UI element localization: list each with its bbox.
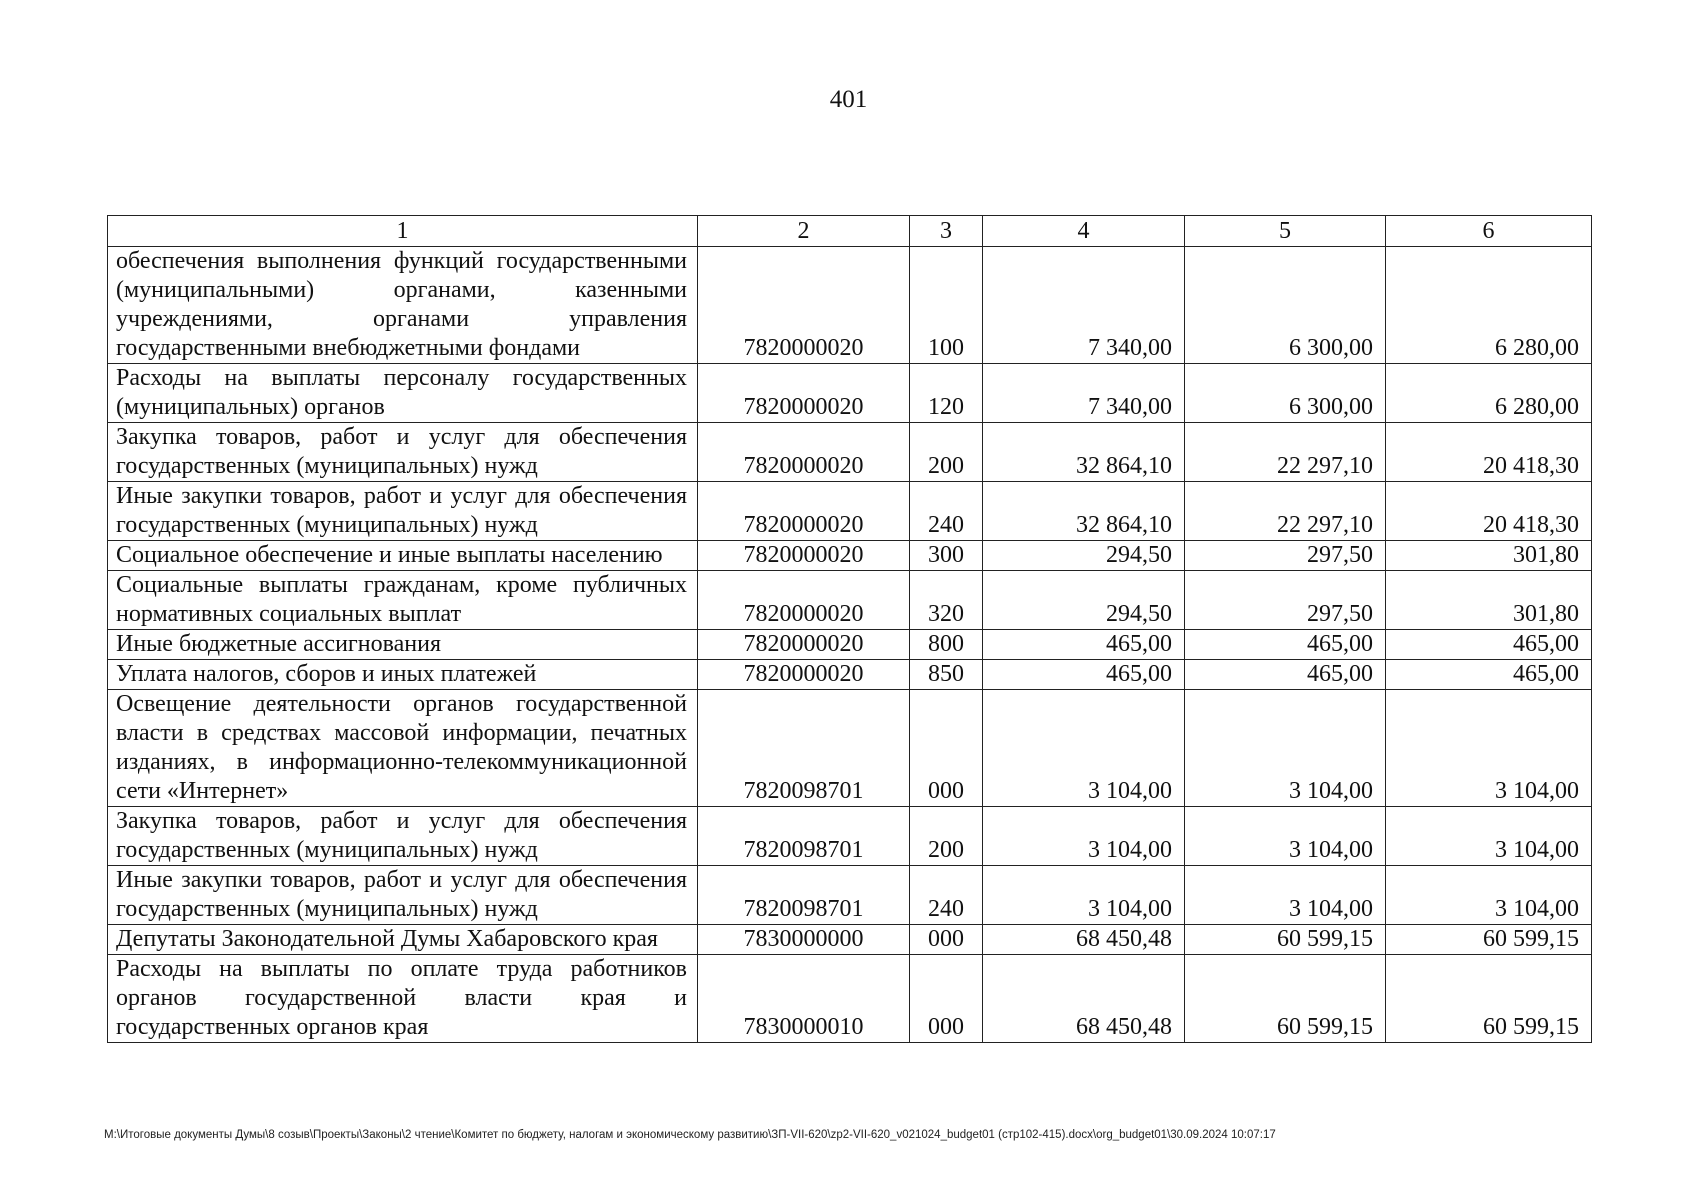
expense-type-code: 320 <box>910 571 983 630</box>
expense-type-code: 200 <box>910 423 983 482</box>
column-number-row <box>108 216 1592 247</box>
amount-col-6: 301,80 <box>1386 541 1592 571</box>
row-name-cell: Иные бюджетные ассигнования <box>108 630 698 660</box>
amount-col-4: 3 104,00 <box>983 807 1185 866</box>
row-name-cell: Закупка товаров, работ и услуг для обеспечения государственных (муниципальных) нужд <box>108 807 698 866</box>
expense-type-code: 240 <box>910 482 983 541</box>
amount-col-6: 60 599,15 <box>1386 955 1592 1043</box>
budget-table <box>107 215 1592 1043</box>
target-article-code: 7820000020 <box>698 247 910 364</box>
amount-col-5: 3 104,00 <box>1185 866 1386 925</box>
target-article-code: 7820000020 <box>698 660 910 690</box>
row-name-cell: обеспечения выполнения функций государственными (муниципальными) органами, казенными учреждениями, органами управления государственными внебюджетными фондами <box>108 247 698 364</box>
table-row <box>108 690 1592 807</box>
amount-col-6: 6 280,00 <box>1386 364 1592 423</box>
target-article-code: 7820000020 <box>698 630 910 660</box>
table-row <box>108 247 1592 364</box>
row-name-cell: Иные закупки товаров, работ и услуг для обеспечения государственных (муниципальных) нужд <box>108 866 698 925</box>
table-row <box>108 807 1592 866</box>
target-article-code: 7830000010 <box>698 955 910 1043</box>
row-name-cell: Социальные выплаты гражданам, кроме публичных нормативных социальных выплат <box>108 571 698 630</box>
row-name-cell: Уплата налогов, сборов и иных платежей <box>108 660 698 690</box>
expense-type-code: 100 <box>910 247 983 364</box>
amount-col-4: 32 864,10 <box>983 482 1185 541</box>
table-row <box>108 660 1592 690</box>
amount-col-5: 6 300,00 <box>1185 364 1386 423</box>
target-article-code: 7820098701 <box>698 690 910 807</box>
amount-col-5: 22 297,10 <box>1185 482 1386 541</box>
amount-col-6: 465,00 <box>1386 630 1592 660</box>
table-row <box>108 630 1592 660</box>
column-header-1: 1 <box>108 216 698 247</box>
amount-col-4: 465,00 <box>983 630 1185 660</box>
target-article-code: 7820000020 <box>698 423 910 482</box>
expense-type-code: 850 <box>910 660 983 690</box>
table-row <box>108 866 1592 925</box>
amount-col-5: 60 599,15 <box>1185 925 1386 955</box>
column-header-3: 3 <box>910 216 983 247</box>
amount-col-6: 20 418,30 <box>1386 423 1592 482</box>
expense-type-code: 800 <box>910 630 983 660</box>
table-row <box>108 482 1592 541</box>
amount-col-6: 20 418,30 <box>1386 482 1592 541</box>
amount-col-6: 301,80 <box>1386 571 1592 630</box>
row-name-cell: Закупка товаров, работ и услуг для обеспечения государственных (муниципальных) нужд <box>108 423 698 482</box>
column-header-5: 5 <box>1185 216 1386 247</box>
target-article-code: 7820000020 <box>698 541 910 571</box>
amount-col-6: 3 104,00 <box>1386 866 1592 925</box>
amount-col-4: 7 340,00 <box>983 364 1185 423</box>
row-name-cell: Расходы на выплаты персоналу государственных (муниципальных) органов <box>108 364 698 423</box>
page-number: 401 <box>829 86 868 113</box>
target-article-code: 7830000000 <box>698 925 910 955</box>
amount-col-4: 68 450,48 <box>983 955 1185 1043</box>
expense-type-code: 000 <box>910 690 983 807</box>
column-header-6: 6 <box>1386 216 1592 247</box>
row-name-cell: Депутаты Законодательной Думы Хабаровского края <box>108 925 698 955</box>
footer-file-path: M:\Итоговые документы Думы\8 созыв\Проекты\Законы\2 чтение\Комитет по бюджету, налогам и экономическому развитию\ЗП-VII-620\zp2-VII-620_v021024_budget01 (стр102-415).docx\org_budget01\30.09.2024 10:07:17 <box>104 1129 1276 1141</box>
target-article-code: 7820098701 <box>698 807 910 866</box>
amount-col-4: 32 864,10 <box>983 423 1185 482</box>
amount-col-5: 465,00 <box>1185 660 1386 690</box>
target-article-code: 7820000020 <box>698 571 910 630</box>
expense-type-code: 000 <box>910 925 983 955</box>
table-row <box>108 925 1592 955</box>
expense-type-code: 000 <box>910 955 983 1043</box>
amount-col-6: 60 599,15 <box>1386 925 1592 955</box>
expense-type-code: 120 <box>910 364 983 423</box>
amount-col-6: 3 104,00 <box>1386 807 1592 866</box>
amount-col-6: 3 104,00 <box>1386 690 1592 807</box>
amount-col-5: 22 297,10 <box>1185 423 1386 482</box>
expense-type-code: 240 <box>910 866 983 925</box>
table-row <box>108 955 1592 1043</box>
target-article-code: 7820098701 <box>698 866 910 925</box>
amount-col-4: 465,00 <box>983 660 1185 690</box>
amount-col-4: 294,50 <box>983 571 1185 630</box>
table-row <box>108 423 1592 482</box>
target-article-code: 7820000020 <box>698 482 910 541</box>
table-row <box>108 571 1592 630</box>
row-name-cell: Расходы на выплаты по оплате труда работников органов государственной власти края и государственных органов края <box>108 955 698 1043</box>
column-header-4: 4 <box>983 216 1185 247</box>
table-body <box>108 247 1592 1043</box>
amount-col-5: 6 300,00 <box>1185 247 1386 364</box>
row-name-cell: Социальное обеспечение и иные выплаты населению <box>108 541 698 571</box>
expense-type-code: 200 <box>910 807 983 866</box>
amount-col-5: 297,50 <box>1185 541 1386 571</box>
amount-col-6: 6 280,00 <box>1386 247 1592 364</box>
row-name-cell: Освещение деятельности органов государственной власти в средствах массовой информации, печатных изданиях, в информационно-телекоммуникационной сети «Интернет» <box>108 690 698 807</box>
column-header-2: 2 <box>698 216 910 247</box>
table-row <box>108 364 1592 423</box>
table-row <box>108 541 1592 571</box>
amount-col-4: 294,50 <box>983 541 1185 571</box>
amount-col-5: 3 104,00 <box>1185 690 1386 807</box>
amount-col-5: 297,50 <box>1185 571 1386 630</box>
row-name-cell: Иные закупки товаров, работ и услуг для обеспечения государственных (муниципальных) нужд <box>108 482 698 541</box>
target-article-code: 7820000020 <box>698 364 910 423</box>
amount-col-6: 465,00 <box>1386 660 1592 690</box>
expense-type-code: 300 <box>910 541 983 571</box>
amount-col-4: 3 104,00 <box>983 866 1185 925</box>
amount-col-4: 7 340,00 <box>983 247 1185 364</box>
amount-col-5: 60 599,15 <box>1185 955 1386 1043</box>
amount-col-4: 68 450,48 <box>983 925 1185 955</box>
amount-col-5: 3 104,00 <box>1185 807 1386 866</box>
amount-col-5: 465,00 <box>1185 630 1386 660</box>
amount-col-4: 3 104,00 <box>983 690 1185 807</box>
